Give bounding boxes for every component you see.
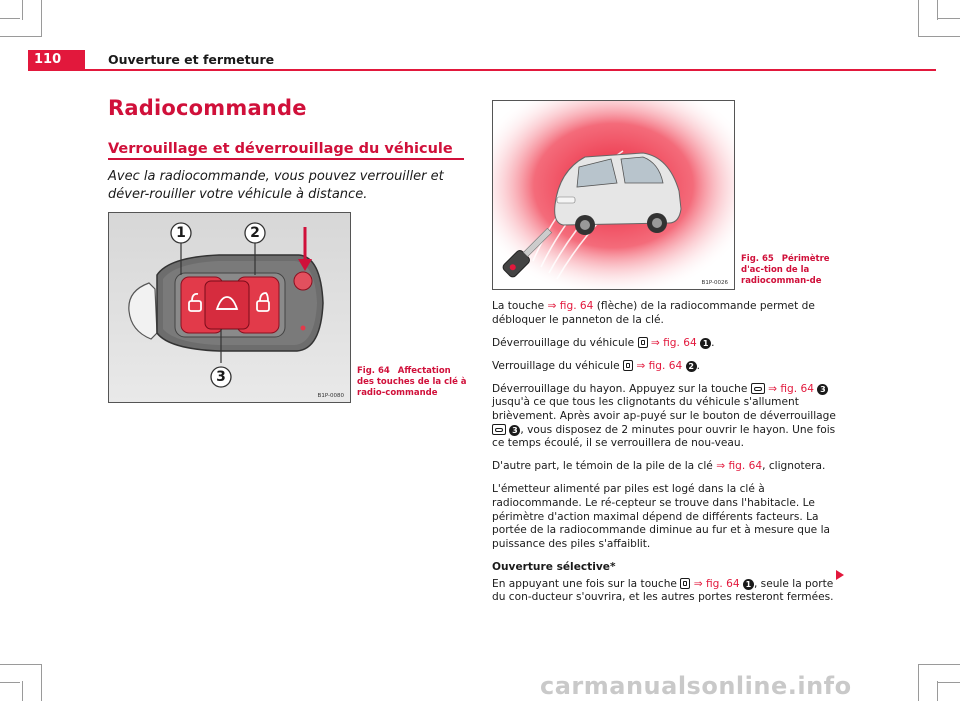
crop-mark [938,682,960,683]
trunk-key-icon [751,383,765,394]
figure-code: B1P-0026 [701,280,728,286]
header-title: Ouverture et fermeture [108,52,275,67]
crop-mark [938,18,960,19]
car-shape [555,153,681,235]
section-title: Radiocommande [108,96,307,120]
paragraph-battery: D'autre part, le témoin de la pile de la clé ⇒ fig. 64, clignotera. [492,460,826,473]
callout-badge: 1 [743,579,754,590]
section-intro: Avec la radiocommande, vous pouvez verrouiller et déver-rouiller votre véhicule à distance. [108,169,444,202]
unlock-key-icon [638,337,648,348]
fig-reference-link[interactable]: ⇒ fig. 64 [693,577,740,590]
figure-65-caption [741,254,851,287]
figure-code: B1P-0080 [317,393,344,399]
crop-mark [918,664,960,665]
unlock-key-icon [680,578,690,589]
callout-badge: 3 [817,384,828,395]
callout-badge: 3 [509,425,520,436]
paragraph-trunk: Déverrouillage du hayon. Appuyez sur la touche ⇒ fig. 64 3 jusqu'à ce que tous les clignotants du véhicule s'allument brièvement. Après avoir ap-puyé sur le bouton de déverrouillage 3 , vous disposez de 2 minutes pour ouvrir le hayon. Une fois ce temps écoulé, il se verrouillera de nou-veau. [492,382,836,450]
callout-1: 1 [176,225,186,241]
callout-badge: 2 [686,361,697,372]
crop-mark [918,664,919,701]
fig-reference-link[interactable]: ⇒ fig. 64 [716,460,763,473]
crop-mark [918,0,919,36]
callout-2: 2 [250,225,260,241]
crop-mark [22,0,23,20]
subtitle-rule [108,158,464,160]
header-rule [28,69,936,71]
crop-mark [41,664,42,701]
paragraph-transmitter: L'émetteur alimenté par piles est logé dans la clé à radiocommande. Le ré-cepteur se trouve dans l'habitacle. Le périmètre d'action maximal dépend de différents facteurs. La portée de la radiocommande diminue au fur et à mesure que la puissance des piles s'affaiblit. [492,483,831,550]
paragraph-release-key: La touche ⇒ fig. 64 (flèche) de la radiocommande permet de débloquer le panneton de la clé. [492,300,815,326]
trunk-button-shape [205,281,249,329]
trunk-key-icon [492,424,506,435]
caption-label: Fig. 65 [741,254,774,264]
crop-mark [0,36,42,37]
paragraph-selective: En appuyant une fois sur la touche ⇒ fig. 64 1 , seule la porte du con-ducteur s'ouvrira, et les autres portes resteront fermées. [492,577,834,604]
caption-text: Affectation des touches de la clé à radio-commande [357,366,467,398]
fig-reference-link[interactable]: ⇒ fig. 64 [768,382,814,395]
release-button-shape [294,272,312,290]
fig-reference-link[interactable]: ⇒ fig. 64 [636,359,683,372]
crop-mark [937,0,938,20]
crop-mark [41,0,42,36]
figure-64-caption [357,366,467,399]
fig-reference-link[interactable]: ⇒ fig. 64 [650,336,697,349]
body-text [492,300,848,614]
crop-mark [937,681,938,701]
watermark: carmanualsonline.info [540,672,852,700]
page-number: 110 [28,50,85,70]
paragraph-selective-title: Ouverture sélective* [492,560,616,573]
crop-mark [0,682,20,683]
crop-mark [22,681,23,701]
fig-reference-link[interactable]: ⇒ fig. 64 [547,300,594,312]
remote-range-illustration [493,101,734,289]
section-subtitle: Verrouillage et déverrouillage du véhicule [108,141,453,157]
figure-64-key-fob [108,212,351,403]
paragraph-unlock: Déverrouillage du véhicule ⇒ fig. 64 1 . [492,336,715,349]
lock-key-icon [623,360,633,371]
crop-mark [0,18,20,19]
callout-badge: 1 [700,338,711,349]
callout-3: 3 [216,369,226,385]
paragraph-lock: Verrouillage du véhicule ⇒ fig. 64 2 . [492,359,700,372]
continue-arrow-icon [836,570,844,580]
crop-mark [918,36,960,37]
caption-text: Périmètre d'ac-tion de la radiocomman-de [741,254,830,286]
crop-mark [0,664,42,665]
figure-65-remote-range [492,100,735,290]
caption-label: Fig. 64 [357,366,390,376]
